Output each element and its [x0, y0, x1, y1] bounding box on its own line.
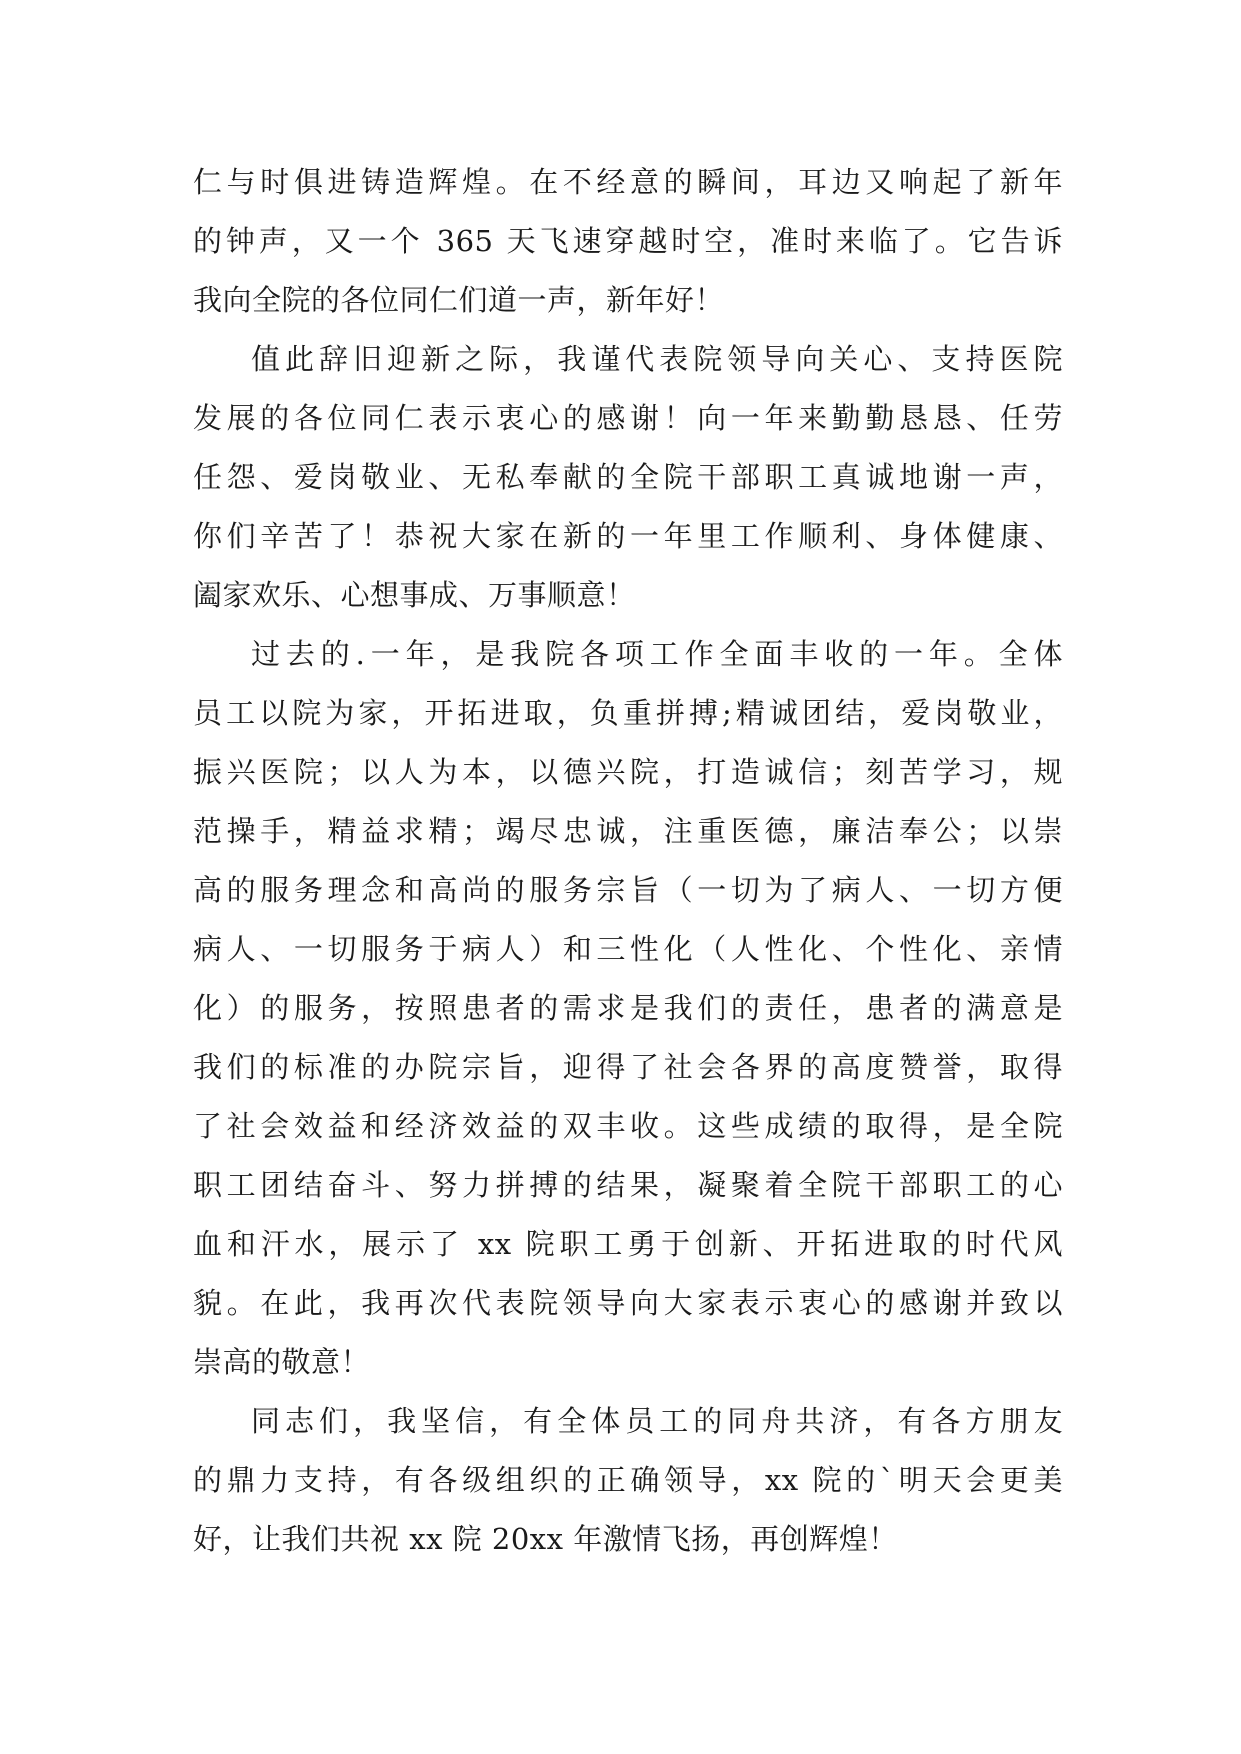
- text-line: 职工团结奋斗、努力拼搏的结果，凝聚着全院干部职工的心: [193, 1168, 1063, 1202]
- document-body: [193, 153, 1063, 1569]
- text-line: 的钟声，又一个 365 天飞速穿越时空，准时来临了。它告诉: [193, 224, 1063, 258]
- paragraph: [193, 330, 1063, 625]
- text-line: 你们辛苦了！恭祝大家在新的一年里工作顺利、身体健康、: [193, 519, 1063, 553]
- text-line: 阖家欢乐、心想事成、万事顺意！: [193, 578, 636, 612]
- text-line: 振兴医院；以人为本，以德兴院，打造诚信；刻苦学习，规: [193, 755, 1063, 789]
- text-line: 仁与时俱进铸造辉煌。在不经意的瞬间，耳边又响起了新年: [193, 165, 1063, 199]
- text-line: 化）的服务，按照患者的需求是我们的责任，患者的满意是: [193, 991, 1063, 1025]
- paragraph: [193, 625, 1063, 1392]
- text-line: 我们的标准的办院宗旨，迎得了社会各界的高度赞誉，取得: [193, 1050, 1063, 1084]
- text-line: 过去的.一年，是我院各项工作全面丰收的一年。全体: [251, 637, 1063, 671]
- text-line: 高的服务理念和高尚的服务宗旨（一切为了病人、一切方便: [193, 873, 1063, 907]
- text-line: 任怨、爱岗敬业、无私奉献的全院干部职工真诚地谢一声，: [193, 460, 1063, 494]
- text-line: 的鼎力支持，有各级组织的正确领导，xx 院的`明天会更美: [193, 1463, 1063, 1497]
- text-line: 好，让我们共祝 xx 院 20xx 年激情飞扬，再创辉煌！: [193, 1522, 898, 1556]
- text-line: 值此辞旧迎新之际，我谨代表院领导向关心、支持医院: [251, 342, 1063, 376]
- text-line: 我向全院的各位同仁们道一声，新年好！: [193, 283, 725, 317]
- text-line: 病人、一切服务于病人）和三性化（人性化、个性化、亲情: [193, 932, 1063, 966]
- paragraph: [193, 153, 1063, 330]
- paragraph: [193, 1392, 1063, 1569]
- text-line: 貌。在此，我再次代表院领导向大家表示衷心的感谢并致以: [193, 1286, 1063, 1320]
- text-line: 崇高的敬意！: [193, 1345, 371, 1379]
- text-line: 了社会效益和经济效益的双丰收。这些成绩的取得，是全院: [193, 1109, 1063, 1143]
- text-line: 员工以院为家，开拓进取，负重拼搏;精诚团结，爱岗敬业，: [193, 696, 1063, 730]
- text-line: 血和汗水，展示了 xx 院职工勇于创新、开拓进取的时代风: [193, 1227, 1063, 1261]
- text-line: 发展的各位同仁表示衷心的感谢！向一年来勤勤恳恳、任劳: [193, 401, 1063, 435]
- text-line: 范操手，精益求精；竭尽忠诚，注重医德，廉洁奉公；以崇: [193, 814, 1063, 848]
- text-line: 同志们，我坚信，有全体员工的同舟共济，有各方朋友: [251, 1404, 1063, 1438]
